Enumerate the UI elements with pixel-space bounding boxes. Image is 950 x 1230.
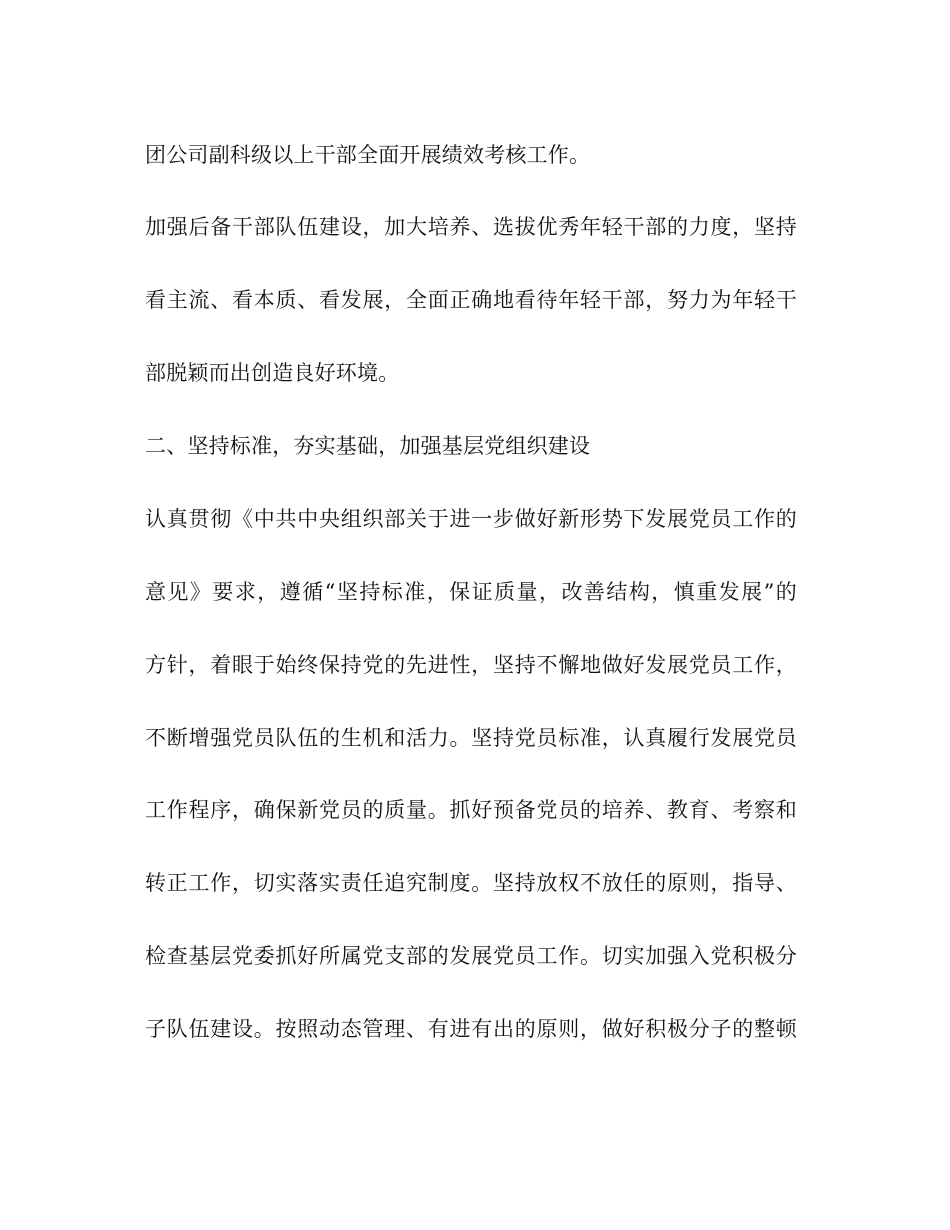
paragraph-line-9: 不断增强党员队伍的生机和活力。坚持党员标准，认真履行发展党员 [145,726,797,750]
paragraph-line-13: 子队伍建设。按照动态管理、有进有出的原则，做好积极分子的整顿 [145,1017,797,1041]
paragraph-line-10: 工作程序，确保新党员的质量。抓好预备党员的培养、教育、考察和 [145,798,797,822]
paragraph-line-6: 认真贯彻《中共中央组织部关于进一步做好新形势下发展党员工作的 [145,507,797,531]
section-heading: 二、坚持标准，夯实基础，加强基层党组织建设 [145,434,591,458]
paragraph-line-4: 部脱颖而出创造良好环境。 [145,361,400,385]
paragraph-line-7: 意见》要求，遵循“坚持标准，保证质量，改善结构，慎重发展”的 [145,580,797,604]
paragraph-line-11: 转正工作，切实落实责任追究制度。坚持放权不放任的原则，指导、 [145,871,797,895]
paragraph-line-8: 方针，着眼于始终保持党的先进性，坚持不懈地做好发展党员工作， [145,653,797,677]
paragraph-line-1: 团公司副科级以上干部全面开展绩效考核工作。 [145,143,591,167]
paragraph-line-3: 看主流、看本质、看发展，全面正确地看待年轻干部，努力为年轻干 [145,288,797,312]
paragraph-line-2: 加强后备干部队伍建设，加大培养、选拔优秀年轻干部的力度，坚持 [145,215,797,239]
paragraph-line-12: 检查基层党委抓好所属党支部的发展党员工作。切实加强入党积极分 [145,944,797,968]
